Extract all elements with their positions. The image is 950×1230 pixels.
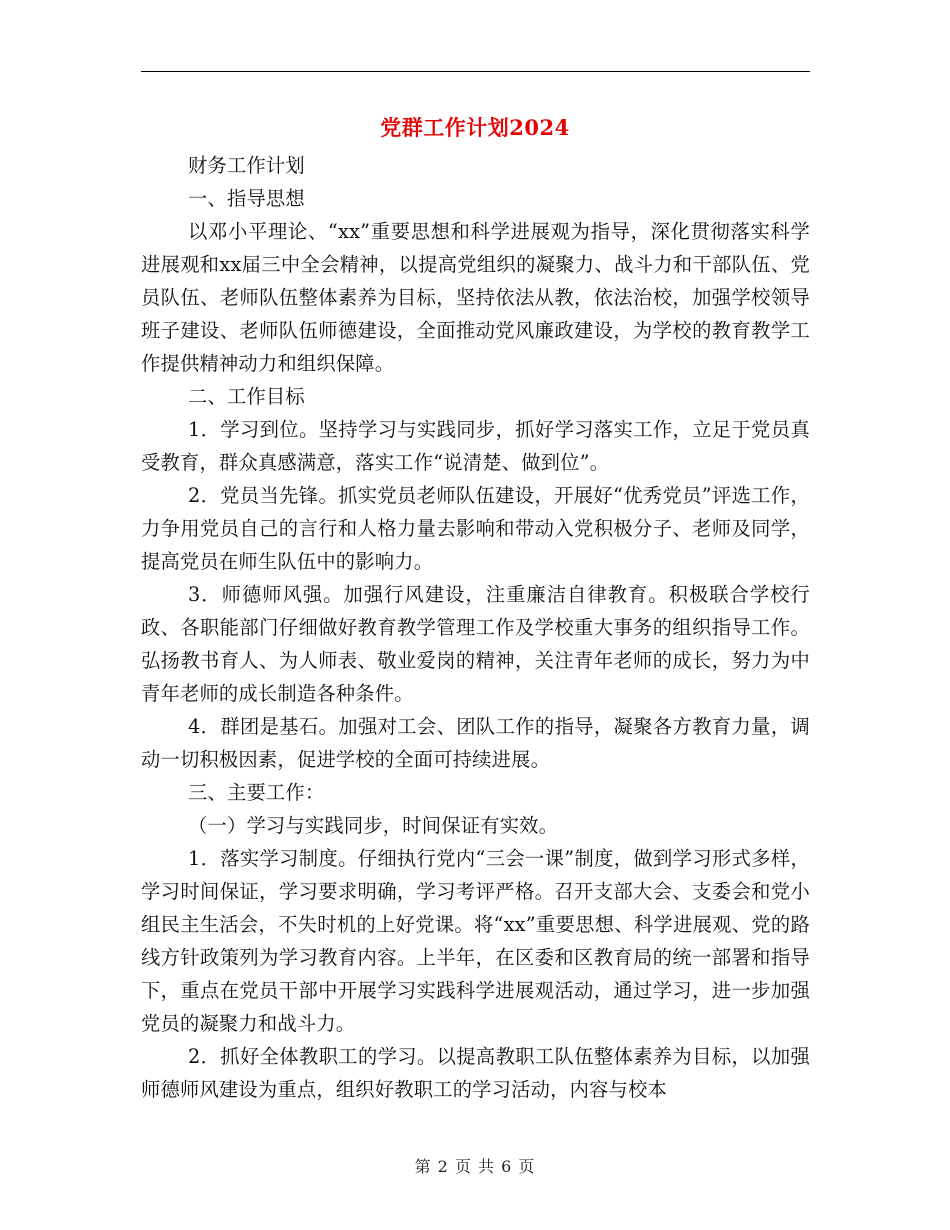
paragraph: 1．落实学习制度。仔细执行党内“三会一课”制度，做到学习形式多样，学习时间保证，学习要求明确，学习考评严格。召开支部大会、支委会和党小组民主生活会，不失时机的上好党课。将“xx”重要思想、科学进展观、党的路线方针政策列为学习教育内容。上半年，在区委和区教育局的统一部署和指导下，重点在党员干部中开展学习实践科学进展观活动，通过学习，进一步加强党员的凝聚力和战斗力。 — [141, 847, 810, 1035]
paragraph: 以邓小平理论、“xx”重要思想和科学进展观为指导，深化贯彻落实科学进展观和xx届三中全会精神，以提高党组织的凝聚力、战斗力和干部队伍、党员队伍、老师队伍整体素养为目标，坚持依法从教，依法治校，加强学校领导班子建设、老师队伍师德建设，全面推动党风廉政建设，为学校的教育教学工作提供精神动力和组织保障。 — [141, 220, 810, 375]
page-number-footer: 第 2 页 共 6 页 — [414, 1157, 536, 1176]
paragraph: 3．师德师风强。加强行风建设，注重廉洁自律教育。积极联合学校行政、各职能部门仔细做好教育教学管理工作及学校重大事务的组织指导工作。弘扬教书育人、为人师表、敬业爱岗的精神，关注青年老师的成长，努力为中青年老师的成长制造各种条件。 — [141, 583, 810, 705]
document-body — [141, 149, 810, 1106]
paragraph: 财务工作计划 — [188, 154, 305, 177]
subsection-heading: （一）学习与实践同步，时间保证有实效。 — [188, 814, 559, 837]
paragraph: 2．抓好全体教职工的学习。以提高教职工队伍整体素养为目标，以加强师德师风建设为重点，组织好教职工的学习活动，内容与校本 — [141, 1045, 810, 1101]
header-rule — [141, 71, 810, 72]
paragraph: 4．群团是基石。加强对工会、团队工作的指导，凝聚各方教育力量，调动一切积极因素，促进学校的全面可持续进展。 — [141, 715, 810, 771]
section-heading: 二、工作目标 — [188, 385, 305, 408]
section-heading: 三、主要工作： — [188, 781, 325, 804]
paragraph: 1．学习到位。坚持学习与实践同步，抓好学习落实工作，立足于党员真受教育，群众真感满意，落实工作“说清楚、做到位”。 — [141, 418, 810, 474]
paragraph: 2．党员当先锋。抓实党员老师队伍建设，开展好“优秀党员”评选工作，力争用党员自己的言行和人格力量去影响和带动入党积极分子、老师及同学，提高党员在师生队伍中的影响力。 — [141, 484, 810, 573]
section-heading: 一、指导思想 — [188, 187, 305, 210]
document-title: 党群工作计划2024 — [380, 115, 570, 140]
